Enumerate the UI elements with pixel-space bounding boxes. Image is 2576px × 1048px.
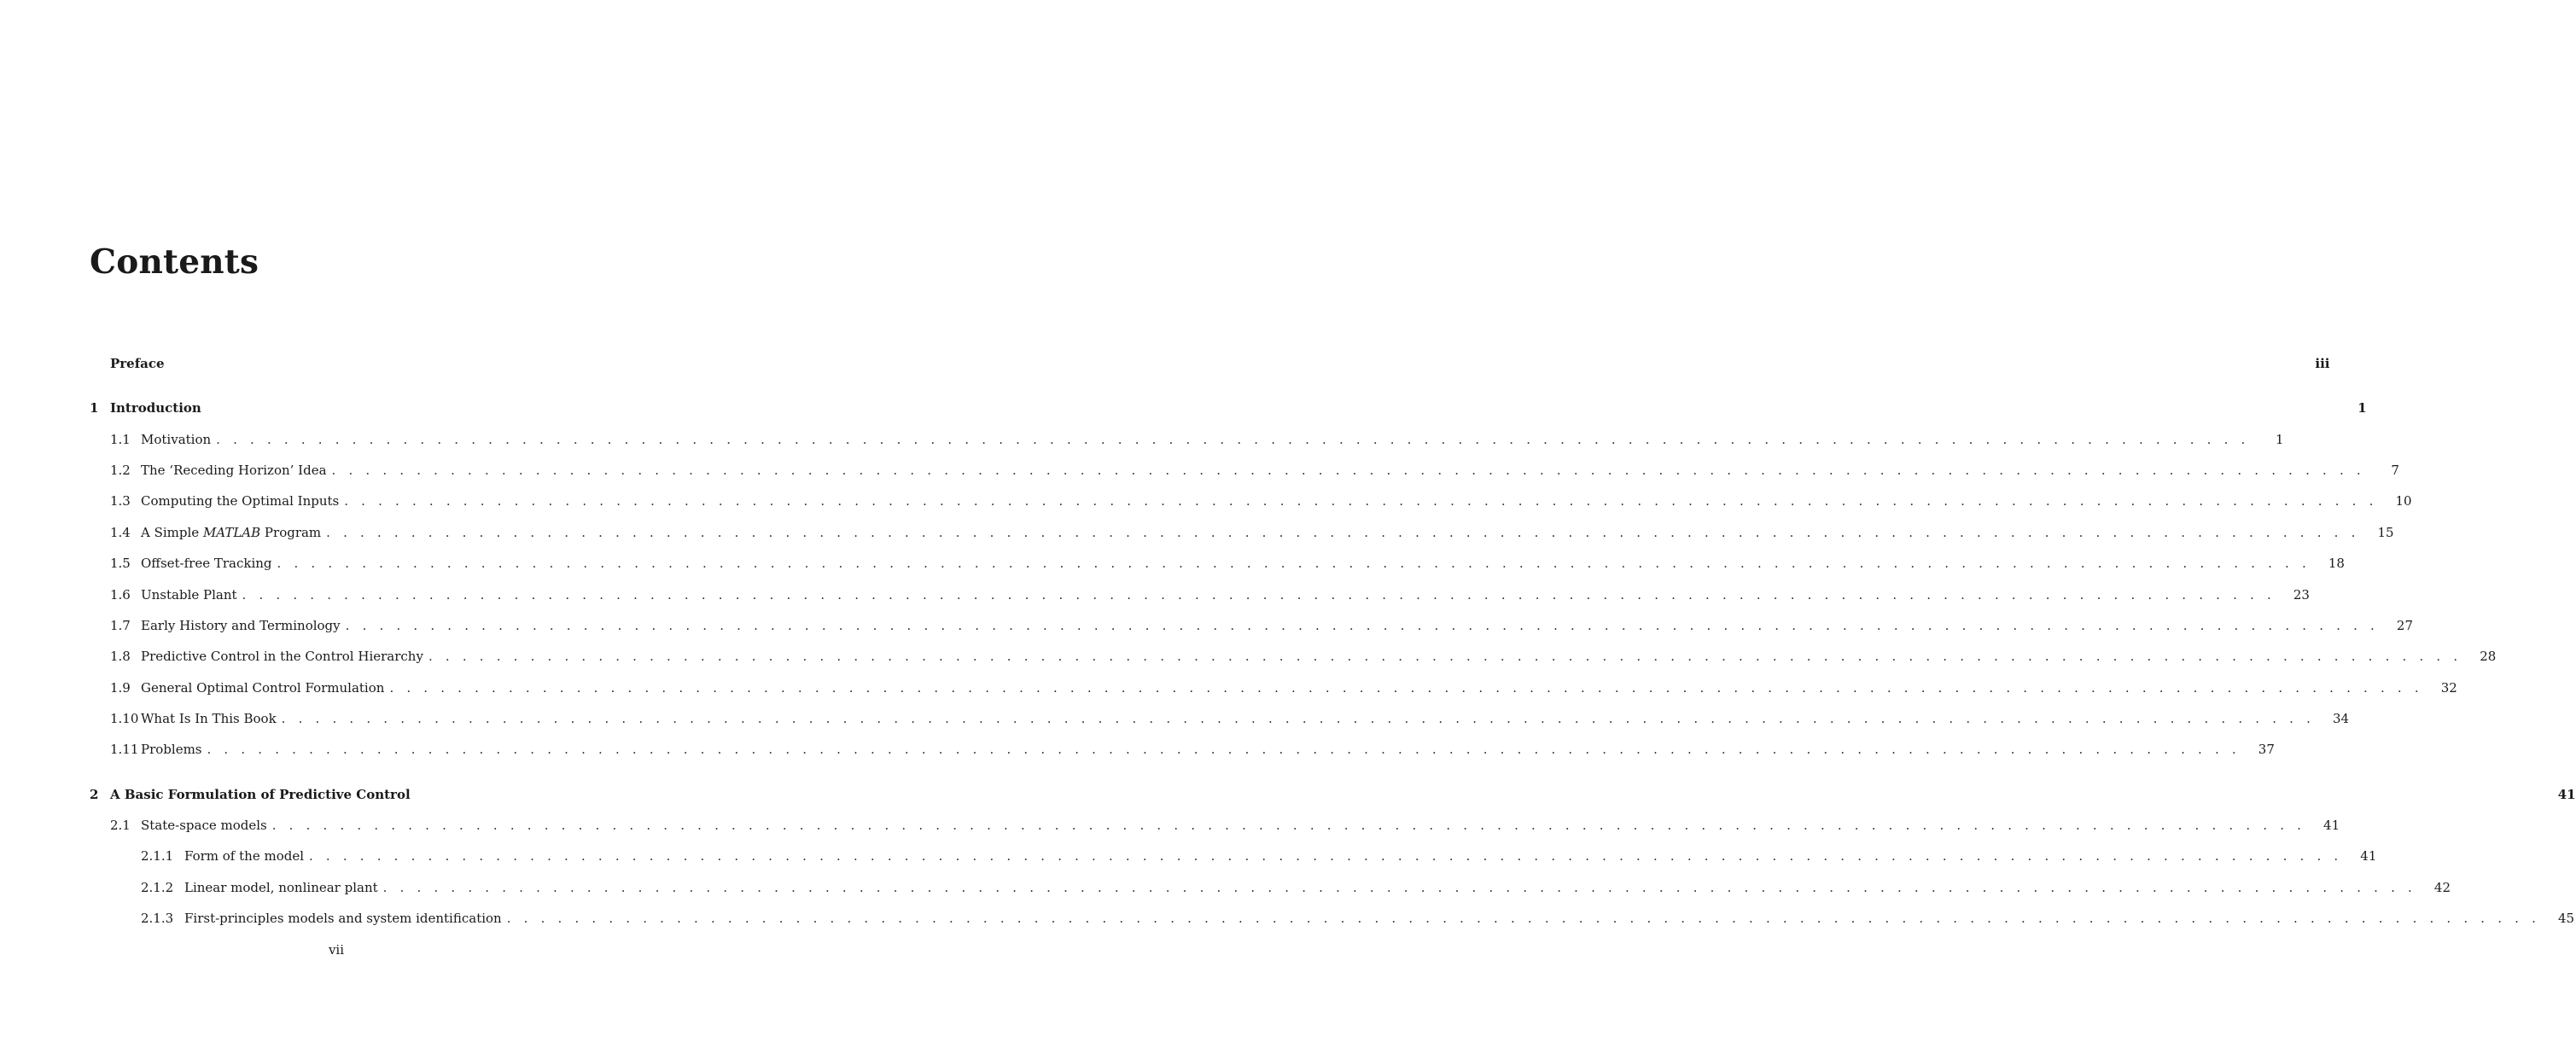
toc-entry-page: 10 [2395,493,2412,509]
toc-chapter-entry[interactable] [90,398,2367,418]
page-title: Contents [90,242,259,282]
toc-entry-number: 2.1.1 [141,848,174,864]
toc-entry-title: Form of the model [184,848,304,864]
toc-entry-title: What Is In This Book [141,711,277,726]
toc-entry-title: Predictive Control in the Control Hierarchy [141,649,423,664]
dot-leader: . . . . . . . . . . . . . . . . . . . . . . . . . . . . . . . . . . . . . . . . . . . . . . . . . . . . . . . . . . . . . . . . . . . . . . . . . . . . . . . . . . . . . . . . . . . . . . . . . . . . . . . . . . . . . . . . . . . . . . . . [271,818,2306,833]
toc-section-entry[interactable] [110,522,2394,543]
toc-entry-page: 34 [2332,711,2350,726]
dot-leader: . . . . . . . . . . . . . . . . . . . . . . . . . . . . . . . . . . . . . . . . . . . . . . . . . . . . . . . . . . . . . . . . . . . . . . . . . . . . . . . . . . . . . . . . . . . . . . . . . . . . . . . . . . . . . . . . . . . . . . . . [345,618,2380,633]
dot-leader: . . . . . . . . . . . . . . . . . . . . . . . . . . . . . . . . . . . . . . . . . . . . . . . . . . . . . . . . . . . . . . . . . . . . . . . . . . . . . . . . . . . . . . . . . . . . . . . . . . . . . . . . . . . . . . . . . . . . . . . . [281,711,2316,726]
toc-section-entry[interactable] [110,553,2345,573]
toc-entry-number: 1.4 [110,525,131,540]
toc-section-entry[interactable] [110,708,2350,729]
dot-leader: . . . . . . . . . . . . . . . . . . . . . . . . . . . . . . . . . . . . . . . . . . . . . . . . . . . . . . . . . . . . . . . . . . . . . . . . . . . . . . . . . . . . . . . . . . . . . . . . . . . . . . . . . . . . . . . . . . . . . . . . [216,432,2250,447]
toc-entry-number: 1.9 [110,680,131,696]
toc-entry-page: 41 [2557,787,2576,802]
toc-section-entry[interactable] [110,678,2457,698]
toc-entry-number: 1.10 [110,711,139,726]
toc-entry-title: A Simple MATLAB Program [141,525,322,540]
dot-leader: . . . . . . . . . . . . . . . . . . . . . . . . . . . . . . . . . . . . . . . . . . . . . . . . . . . . . . . . . . . . . . . . . . . . . . . . . . . . . . . . . . . . . . . . . . . . . . . . . . . . . . . . . . . . . . . . . . . . . . . . [207,742,2241,757]
toc-entry-title: Unstable Plant [141,587,237,603]
toc-entry-page: 41 [2323,818,2340,833]
toc-entry-page: 45 [2558,911,2575,926]
toc-entry-title: General Optimal Control Formulation [141,680,385,696]
toc-entry-page: 23 [2293,587,2310,603]
toc-chapter-entry[interactable] [90,353,2330,374]
toc-entry-number: 2.1.2 [141,880,174,895]
toc-entry-title: Problems [141,742,202,757]
toc-entry-number: 1.1 [110,432,131,447]
page-number: vii [328,942,345,958]
dot-leader: . . . . . . . . . . . . . . . . . . . . . . . . . . . . . . . . . . . . . . . . . . . . . . . . . . . . . . . . . . . . . . . . . . . . . . . . . . . . . . . . . . . . . . . . . . . . . . . . . . . . . . . . . . . . . . . . . . . . . . . . [389,680,2423,696]
toc-entry-number: 1.3 [110,493,131,509]
toc-entry-number: 1.5 [110,556,131,571]
toc-section-entry[interactable] [110,460,2399,480]
toc-entry-title: State-space models [141,818,267,833]
dot-leader: . . . . . . . . . . . . . . . . . . . . . . . . . . . . . . . . . . . . . . . . . . . . . . . . . . . . . . . . . . . . . . . . . . . . . . . . . . . . . . . . . . . . . . . . . . . . . . . . . . . . . . . . . . . . . . . . . . . . . . . . [242,587,2276,603]
toc-entry-page: 18 [2328,556,2345,571]
dot-leader: . . . . . . . . . . . . . . . . . . . . . . . . . . . . . . . . . . . . . . . . . . . . . . . . . . . . . . . . . . . . . . . . . . . . . . . . . . . . . . . . . . . . . . . . . . . . . . . . . . . . . . . . . . . . . . . . . . . . . . . . [344,493,2378,509]
toc-entry-title: The ‘Receding Horizon’ Idea [141,463,327,478]
toc-entry-title: Computing the Optimal Inputs [141,493,340,509]
toc-entry-title: Early History and Terminology [141,618,341,633]
toc-entry-title: Preface [110,356,165,371]
toc-subsection-entry[interactable] [141,908,2575,929]
toc-entry-page: 42 [2433,880,2451,895]
dot-leader: . . . . . . . . . . . . . . . . . . . . . . . . . . . . . . . . . . . . . . . . . . . . . . . . . . . . . . . . . . . . . . . . . . . . . . . . . . . . . . . . . . . . . . . . . . . . . . . . . . . . . . . . . . . . . . . . . . . . . . . . [331,463,2365,478]
toc-entry-page: 1 [2275,432,2284,447]
toc-entry-page: 27 [2396,618,2414,633]
toc-subsection-entry[interactable] [141,846,2377,866]
toc-section-entry[interactable] [110,429,2284,450]
toc-entry-title: Motivation [141,432,212,447]
toc-section-entry[interactable] [110,491,2412,511]
toc-entry-page: 7 [2391,463,2399,478]
toc-section-entry[interactable] [110,739,2275,760]
toc-entry-number: 2 [90,787,99,802]
toc-section-entry[interactable] [110,615,2414,636]
toc-entry-page: 1 [2357,400,2367,416]
dot-leader: . . . . . . . . . . . . . . . . . . . . . . . . . . . . . . . . . . . . . . . . . . . . . . . . . . . . . . . . . . . . . . . . . . . . . . . . . . . . . . . . . . . . . . . . . . . . . . . . . . . . . . . . . . . . . . . . . . . . . . . . [277,556,2311,571]
dot-leader: . . . . . . . . . . . . . . . . . . . . . . . . . . . . . . . . . . . . . . . . . . . . . . . . . . . . . . . . . . . . . . . . . . . . . . . . . . . . . . . . . . . . . . . . . . . . . . . . . . . . . . . . . . . . . . . . . . . . . . . . [428,649,2462,664]
toc-entry-number: 1 [90,400,99,416]
toc-chapter-entry[interactable] [90,784,2576,805]
toc-section-entry[interactable] [110,646,2497,667]
toc-section-entry[interactable] [110,815,2340,835]
dot-leader: . . . . . . . . . . . . . . . . . . . . . . . . . . . . . . . . . . . . . . . . . . . . . . . . . . . . . . . . . . . . . . . . . . . . . . . . . . . . . . . . . . . . . . . . . . . . . . . . . . . . . . . . . . . . . . . . . . . . . . . . [309,848,2343,864]
toc-entry-number: 1.11 [110,742,139,757]
toc-entry-page: 41 [2360,848,2377,864]
toc-subsection-entry[interactable] [141,877,2451,898]
toc-entry-number: 1.8 [110,649,131,664]
toc-entry-page: iii [2315,356,2330,371]
toc-entry-number: 1.2 [110,463,131,478]
toc-entry-page: 28 [2480,649,2497,664]
toc-entry-title: Introduction [110,400,201,416]
toc-entry-page: 32 [2440,680,2457,696]
toc-entry-title: A Basic Formulation of Predictive Control [110,787,411,802]
toc-entry-number: 2.1.3 [141,911,174,926]
dot-leader: . . . . . . . . . . . . . . . . . . . . . . . . . . . . . . . . . . . . . . . . . . . . . . . . . . . . . . . . . . . . . . . . . . . . . . . . . . . . . . . . . . . . . . . . . . . . . . . . . . . . . . . . . . . . . . . . . . . . . . . . [506,911,2541,926]
dot-leader: . . . . . . . . . . . . . . . . . . . . . . . . . . . . . . . . . . . . . . . . . . . . . . . . . . . . . . . . . . . . . . . . . . . . . . . . . . . . . . . . . . . . . . . . . . . . . . . . . . . . . . . . . . . . . . . . . . . . . . . . [382,880,2417,895]
toc-entry-page: 15 [2377,525,2394,540]
toc-entry-title: First-principles models and system identification [184,911,502,926]
toc-entry-page: 37 [2258,742,2275,757]
toc-entry-number: 1.7 [110,618,131,633]
toc-entry-title: Offset-free Tracking [141,556,272,571]
toc-entry-number: 2.1 [110,818,131,833]
toc-entry-title: Linear model, nonlinear plant [184,880,378,895]
dot-leader: . . . . . . . . . . . . . . . . . . . . . . . . . . . . . . . . . . . . . . . . . . . . . . . . . . . . . . . . . . . . . . . . . . . . . . . . . . . . . . . . . . . . . . . . . . . . . . . . . . . . . . . . . . . . . . . . . . . . . . . . [326,525,2360,540]
toc-section-entry[interactable] [110,585,2310,605]
toc-entry-number: 1.6 [110,587,131,603]
